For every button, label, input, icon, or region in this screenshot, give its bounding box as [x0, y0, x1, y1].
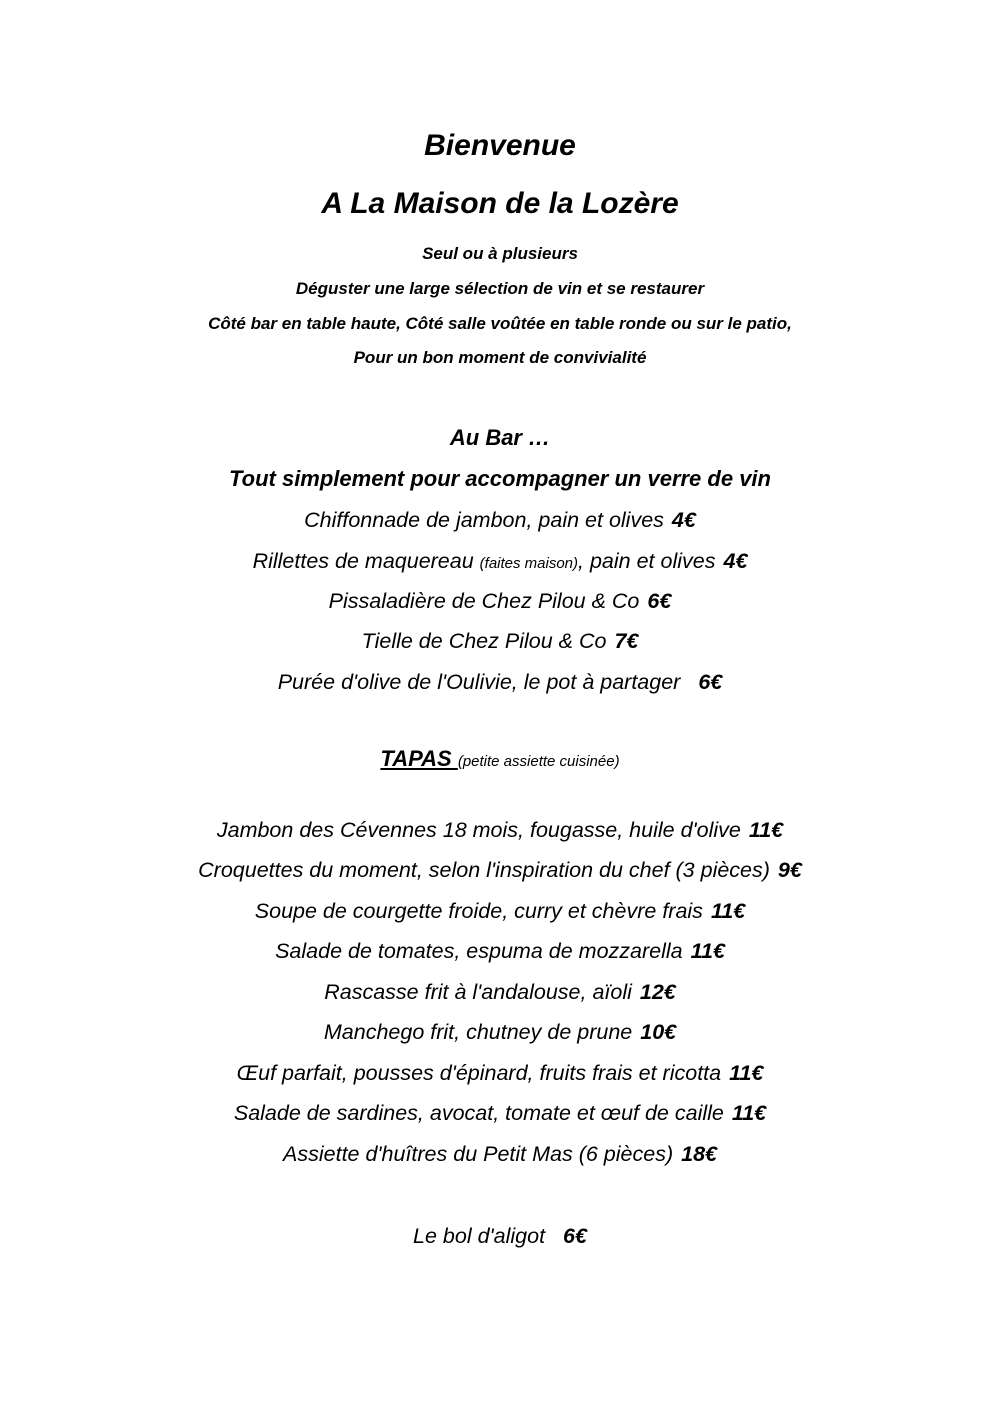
menu-item: [0, 936, 1000, 966]
item-name: Purée d'olive de l'Oulivie, le pot à partager: [277, 670, 681, 694]
item-price: 11€: [731, 1101, 767, 1125]
item-price: 6€: [647, 589, 672, 613]
item-name: Tielle de Chez Pilou & Co: [361, 629, 607, 653]
item-price: 10€: [640, 1020, 677, 1044]
menu-item: [0, 667, 1000, 697]
menu-item: [0, 505, 1000, 535]
menu-item: [0, 815, 1000, 845]
intro-line: Seul ou à plusieurs: [422, 244, 578, 263]
item-price: 6€: [563, 1224, 587, 1248]
item-name: Le bol d'aligot: [413, 1224, 546, 1248]
restaurant-title: A La Maison de la Lozère: [321, 187, 679, 220]
bar-section-title: Au Bar …: [449, 425, 551, 450]
item-name: Salade de tomates, espuma de mozzarella: [275, 939, 683, 963]
item-name-cont: , pain et olives: [578, 549, 716, 573]
menu-item: [0, 586, 1000, 616]
item-name: Chiffonnade de jambon, pain et olives: [304, 508, 664, 532]
item-name: Croquettes du moment, selon l'inspiration du chef (3 pièces): [198, 858, 770, 882]
item-price: 4€: [723, 549, 748, 573]
item-price: 11€: [690, 939, 725, 963]
menu-item: [0, 896, 1000, 926]
menu-item: [0, 1139, 1000, 1169]
menu-item: [0, 1098, 1000, 1128]
item-name: Salade de sardines, avocat, tomate et œuf de caille: [233, 1101, 724, 1125]
bar-section-subtitle: Tout simplement pour accompagner un verre de vin: [229, 466, 771, 491]
item-name: Œuf parfait, pousses d'épinard, fruits frais et ricotta: [236, 1061, 722, 1085]
item-price: 9€: [777, 858, 802, 882]
menu-item: [0, 626, 1000, 656]
item-note: (faites maison): [479, 555, 579, 572]
item-name: Assiette d'huîtres du Petit Mas (6 pièces): [283, 1142, 674, 1166]
item-name: Jambon des Cévennes 18 mois, fougasse, huile d'olive: [216, 818, 741, 842]
item-price: 11€: [748, 818, 784, 842]
intro-line: Déguster une large sélection de vin et se restaurer: [295, 279, 705, 298]
item-price: 11€: [729, 1061, 764, 1085]
menu-item-aligot: [0, 1221, 1000, 1251]
menu-item: [0, 1017, 1000, 1047]
menu-item: [0, 977, 1000, 1007]
item-name: Soupe de courgette froide, curry et chèvre frais: [254, 899, 703, 923]
item-price: 7€: [614, 629, 639, 653]
intro-line: Pour un bon moment de convivialité: [353, 348, 647, 367]
item-price: 18€: [681, 1142, 717, 1166]
item-price: 6€: [698, 670, 723, 694]
item-name: Rascasse frit à l'andalouse, aïoli: [324, 980, 632, 1004]
menu-item: [0, 855, 1000, 885]
tapas-note: (petite assiette cuisinée): [457, 753, 620, 770]
tapas-heading: TAPAS: [380, 746, 458, 771]
item-price: 11€: [710, 899, 746, 923]
welcome-title: Bienvenue: [424, 129, 576, 162]
item-name: Manchego frit, chutney de prune: [323, 1020, 633, 1044]
item-price: 12€: [639, 980, 676, 1004]
intro-line: Côté bar en table haute, Côté salle voûtée en table ronde ou sur le patio,: [208, 314, 792, 333]
menu-item: [0, 1058, 1000, 1088]
menu-item: [0, 546, 1000, 576]
item-price: 4€: [671, 508, 696, 532]
item-name: Pissaladière de Chez Pilou & Co: [328, 589, 640, 613]
tapas-section-title: [0, 744, 1000, 774]
item-name: Rillettes de maquereau: [252, 549, 480, 573]
